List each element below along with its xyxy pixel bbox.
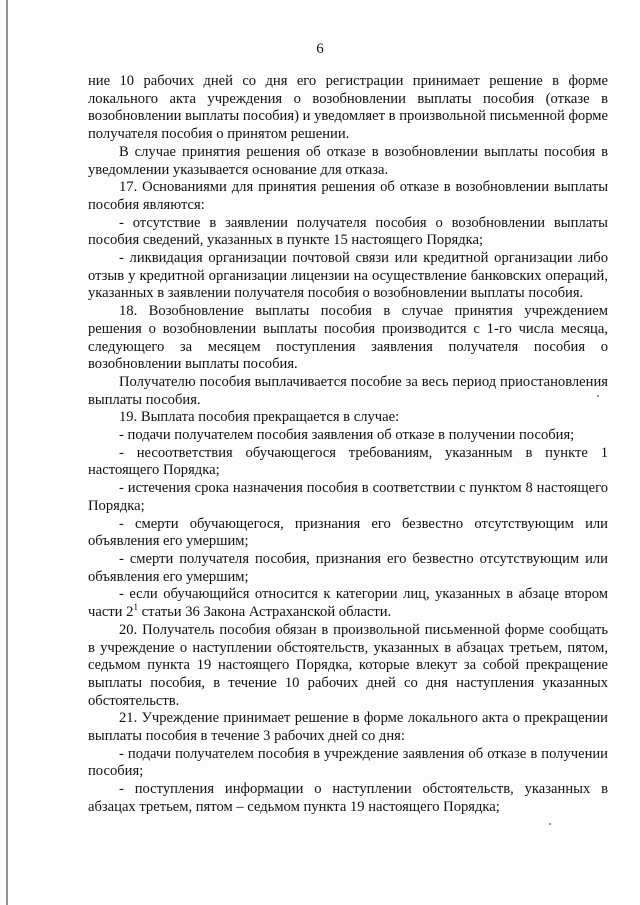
list-item: - отсутствие в заявлении получателя пособия о возобновлении выплаты пособия сведений, указанных в пункте 15 настоящего Порядка; — [88, 214, 608, 249]
list-item: - поступления информации о наступлении обстоятельств, указанных в абзацах третьем, пятом – седьмом пункта 19 настоящего Порядка; — [88, 781, 608, 815]
list-item: - несоответствия обучающегося требованиям, указанным в пункте 1 настоящего Порядка; — [88, 444, 608, 479]
list-item — [88, 586, 608, 621]
paragraph-17: 17. Основаниями для принятия решения об отказе в возобновлении выплаты пособия являются: — [88, 179, 608, 213]
list-item: - ликвидация организации почтовой связи или кредитной организации либо отзыв у кредитной организации лицензии на осуществление банковских операций, указанных в заявлении получателя пособия о возобновлении выплаты пособия. — [88, 250, 608, 302]
list-item: - смерти обучающегося, признания его безвестно отсутствующим или объявления его умершим; — [88, 515, 608, 550]
list-item-text: статьи 36 Закона Астраханской области. — [137, 604, 392, 621]
paragraph-continuation: ние 10 рабочих дней со дня его регистрации принимает решение в форме локального акта учреждения о возобновлении выплаты пособия (отказе в возобновлении выплаты пособия) и уведомляет в произвольной письменной форме получателя пособия о принятом решении. — [88, 73, 608, 143]
paragraph-21: 21. Учреждение принимает решение в форме локального акта о прекращении выплаты пособия в течение 3 рабочих дней со дня: — [88, 710, 608, 745]
scan-speck — [549, 823, 551, 825]
list-item: - подачи получателем пособия в учреждение заявления об отказе в получении пособия; — [88, 745, 608, 780]
list-item: - истечения срока назначения пособия в соответствии с пунктом 8 настоящего Порядка; — [88, 480, 608, 514]
page-number: 6 — [316, 41, 324, 57]
list-item: - смерти получателя пособия, признания его безвестно отсутствующим или объявления его умершим; — [88, 550, 608, 585]
paragraph-18: 18. Возобновление выплаты пособия в случае принятия учреждением решения о возобновлении выплаты пособия производится с 1-го числа месяца, следующего за месяцем поступления заявления получателя пособия о возобновлении выплаты пособия. — [88, 303, 608, 373]
paragraph-refusal-grounds-note: В случае принятия решения об отказе в возобновлении выплаты пособия в уведомлении указывается основание для отказа. — [88, 143, 608, 178]
scan-speck — [597, 395, 599, 397]
list-item: - подачи получателем пособия заявления об отказе в получении пособия; — [119, 427, 575, 444]
list-item-text: - если обучающийся относится к категории лиц, указанных в абзаце втором части 2 — [88, 586, 608, 621]
paragraph-19: 19. Выплата пособия прекращается в случае: — [119, 409, 400, 426]
scan-edge-line — [6, 0, 8, 905]
superscript-index: 1 — [133, 602, 138, 613]
document-body — [88, 73, 608, 817]
paragraph-20: 20. Получатель пособия обязан в произвольной письменной форме сообщать в учреждение о наступлении обстоятельств, указанных в абзацах третьем, пятом, седьмом пункта 19 настоящего Порядка, которые влекут за собой прекращение выплаты пособия, в течение 10 рабочих дней со дня наступления указанных обстоятельств. — [88, 621, 608, 709]
paragraph-retroactive-payment: Получателю пособия выплачивается пособие за весь период приостановления выплаты пособия. — [88, 373, 608, 408]
